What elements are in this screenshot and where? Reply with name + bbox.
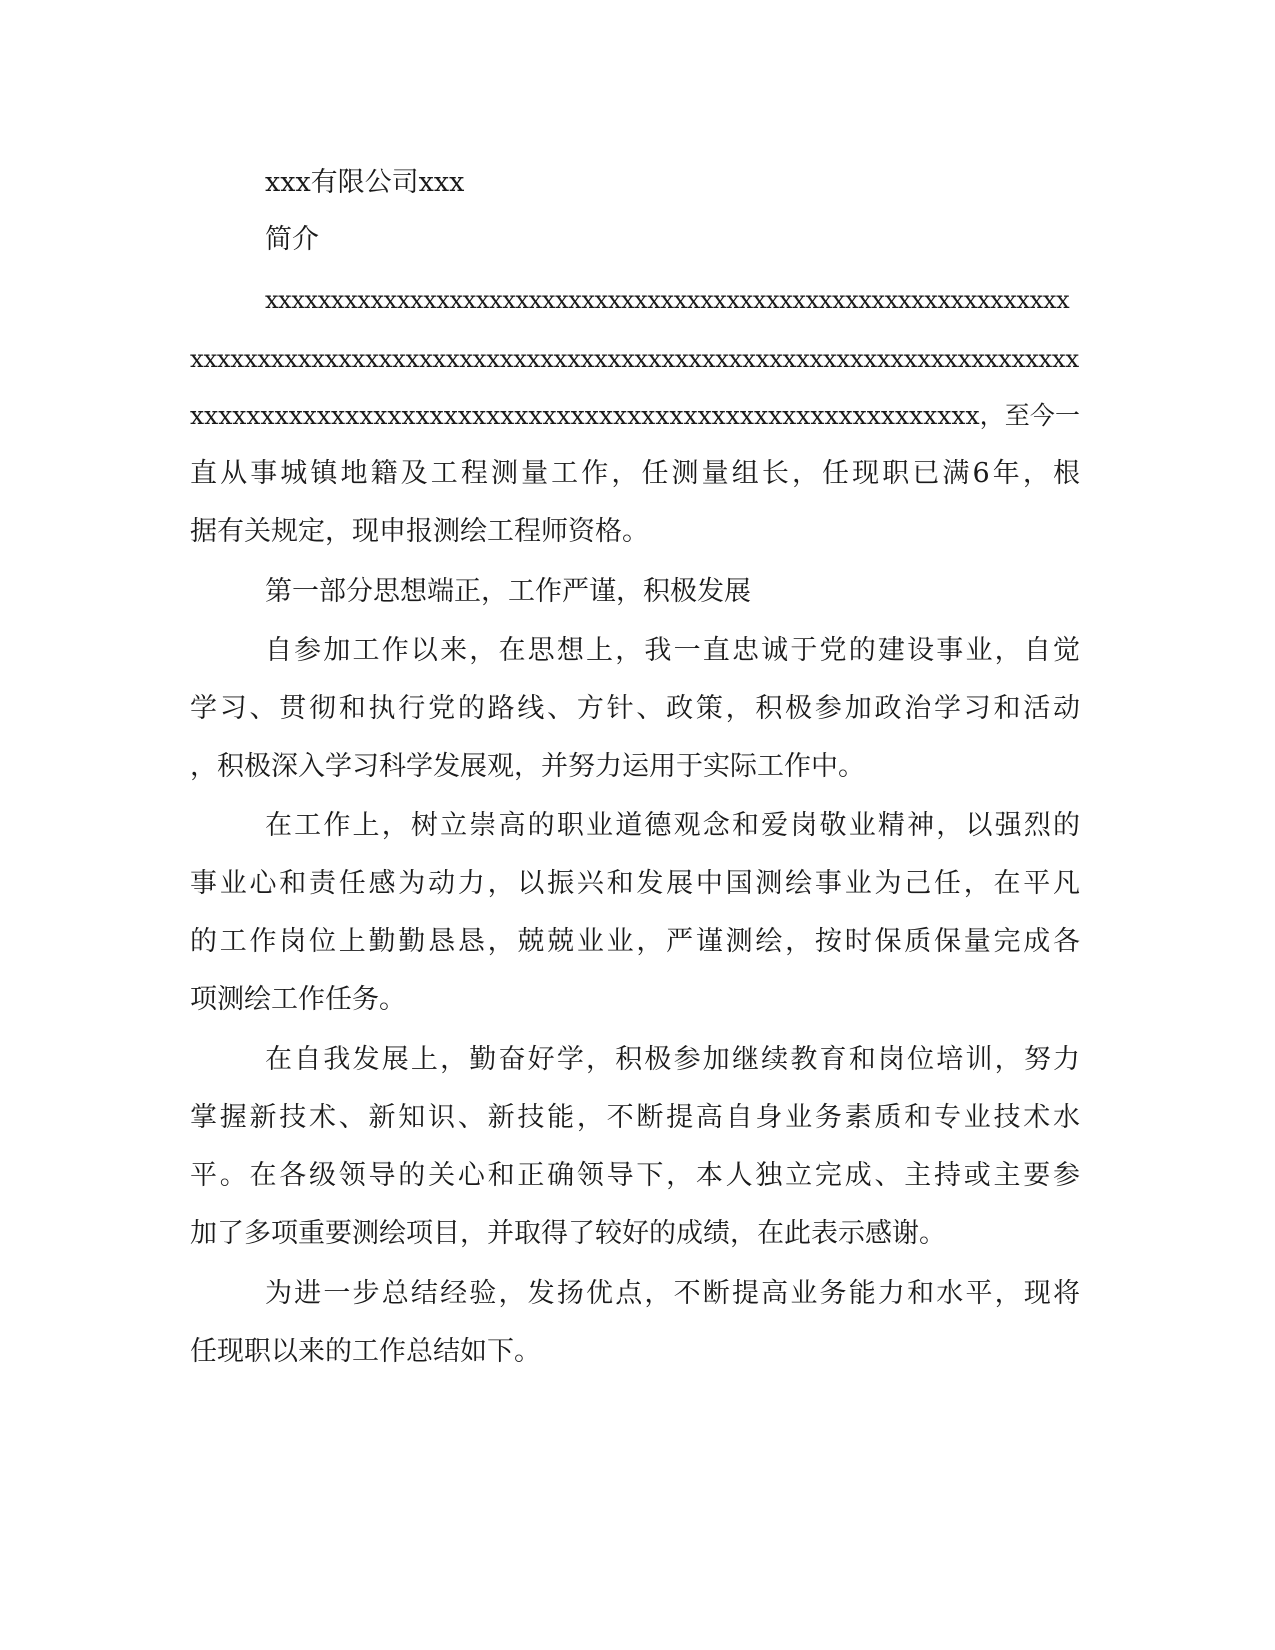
paragraph-line: 自参加工作以来，在思想上，我一直忠诚于党的建设事业，自觉 <box>265 635 1080 666</box>
paragraph-line: 学习、贯彻和执行党的路线、方针、政策，积极参加政治学习和活动 <box>190 693 1080 724</box>
paragraph-line: xxxxxxxxxxxxxxxxxxxxxxxxxxxxxxxxxxxxxxxxxxxxxxxxxxxxxxxxxxxxxxxxxx <box>190 344 1079 373</box>
paragraph-line: 加了多项重要测绘项目，并取得了较好的成绩，在此表示感谢。 <box>190 1218 946 1249</box>
paragraph-line: xxxxxxxxxxxxxxxxxxxxxxxxxxxxxxxxxxxxxxxxxxxxxxxxxxxxxxxx，至今一 <box>190 401 1080 430</box>
paragraph-line: 的工作岗位上勤勤恳恳，兢兢业业，严谨测绘，按时保质保量完成各 <box>190 926 1080 957</box>
document-heading: xxx有限公司xxx <box>265 167 465 198</box>
paragraph-line: 任现职以来的工作总结如下。 <box>190 1336 541 1367</box>
paragraph-line: xxxxxxxxxxxxxxxxxxxxxxxxxxxxxxxxxxxxxxxxxxxxxxxxxxxxxxxxxxxxx <box>265 286 1070 314</box>
paragraph-line: 事业心和责任感为动力，以振兴和发展中国测绘事业为己任，在平凡 <box>190 868 1080 899</box>
paragraph-line: 据有关规定，现申报测绘工程师资格。 <box>190 516 649 547</box>
paragraph-line: 为进一步总结经验，发扬优点，不断提高业务能力和水平，现将 <box>265 1278 1080 1309</box>
paragraph-line: 在自我发展上，勤奋好学，积极参加继续教育和岗位培训，努力 <box>265 1044 1080 1075</box>
document-subheading: 简介 <box>265 224 319 255</box>
paragraph-line: 直从事城镇地籍及工程测量工作，任测量组长，任现职已满6年，根 <box>190 458 1080 489</box>
paragraph-line: 项测绘工作任务。 <box>190 984 406 1015</box>
section-title: 第一部分思想端正，工作严谨，积极发展 <box>265 576 751 607</box>
paragraph-line: ，积极深入学习科学发展观，并努力运用于实际工作中。 <box>190 751 865 782</box>
paragraph-line: 平。在各级领导的关心和正确领导下，本人独立完成、主持或主要参 <box>190 1160 1080 1191</box>
paragraph-line: 在工作上，树立崇高的职业道德观念和爱岗敬业精神，以强烈的 <box>265 810 1080 841</box>
paragraph-line: 掌握新技术、新知识、新技能，不断提高自身业务素质和专业技术水 <box>190 1102 1080 1133</box>
